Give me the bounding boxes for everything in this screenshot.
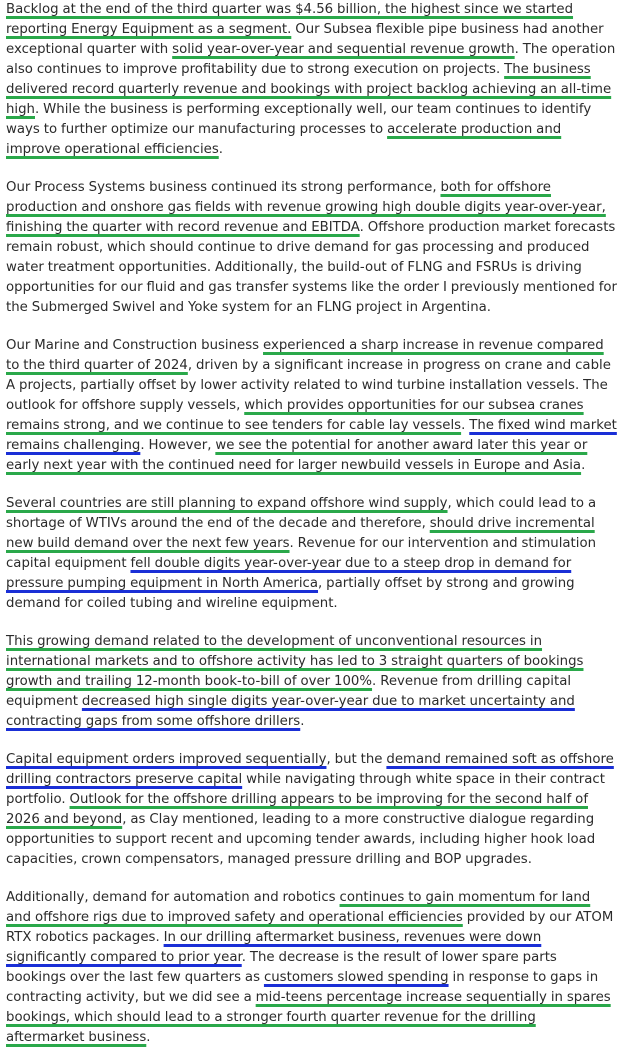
plain-text: . However,: [140, 438, 216, 453]
plain-text: , which could lead to a shortage of WTIVs around the end of the decade and therefore,: [6, 496, 597, 531]
green-underlined-text: solid year-over-year and sequential revenue growth: [172, 42, 515, 57]
green-underlined-text: continues to gain momentum for land and offshore rigs due to improved safety and operational efficiencies: [6, 890, 591, 925]
blue-underlined-text: In our drilling aftermarket business, revenues were down significantly compared to prior year: [6, 930, 542, 965]
paragraph-unconventional-resources: [6, 632, 618, 732]
green-underlined-text: Several countries are still planning to expand offshore wind supply: [6, 496, 448, 511]
plain-text: .: [146, 1030, 151, 1045]
paragraph-offshore-wind: [6, 494, 618, 614]
plain-text: . Offshore production market forecasts remain robust, which should continue to drive demand for gas processing and produced water treatment opportunities. Additionally, the build-out of FLNG and FSRUs is driving opportunities for our fluid and gas transfer systems like the order I previously mentioned for the Submerged Swivel and Yoke system for an FLNG project in Argentina.: [6, 220, 618, 315]
plain-text: .: [461, 418, 470, 433]
paragraph-energy-equipment: [6, 0, 618, 160]
blue-underlined-text: demand remained soft as offshore drilling contractors preserve capital: [6, 752, 614, 787]
green-underlined-text: accelerate production and improve operational efficiencies: [6, 122, 562, 157]
paragraph-automation-aftermarket: [6, 888, 618, 1048]
blue-underlined-text: The fixed wind market remains challenging: [6, 418, 617, 453]
plain-text: . Revenue from drilling capital equipment: [6, 674, 572, 709]
plain-text: . While the business is performing exceptionally well, our team continues to identify ways to further optimize our manufacturing processes to: [6, 102, 592, 137]
plain-text: , but the: [326, 752, 387, 767]
plain-text: Our Subsea flexible pipe business had another exceptional quarter with: [6, 22, 604, 57]
paragraph-capital-equipment: [6, 750, 618, 870]
plain-text: .: [300, 714, 305, 729]
plain-text: . The decrease is the result of lower spare parts bookings over the last few quarters as: [6, 950, 557, 985]
plain-text: while navigating through white space in their contract portfolio.: [6, 772, 605, 807]
blue-underlined-text: customers slowed spending: [263, 970, 449, 985]
blue-underlined-text: Capital equipment orders improved sequentially: [6, 752, 327, 767]
green-underlined-text: This growing demand related to the development of unconventional resources in international markets and to offshore activity has led to 3 straight quarters of bookings growth and trailing 12-month book-to-bill of over 100%: [6, 634, 584, 689]
green-underlined-text: we see the potential for another award later this year or early next year with the continued need for larger newbuild vessels in Europe and Asia: [6, 438, 588, 473]
plain-text: Our Marine and Construction business: [6, 338, 264, 353]
paragraph-marine-construction: [6, 336, 618, 476]
plain-text: .: [581, 458, 586, 473]
green-underlined-text: The business delivered record quarterly revenue and bookings with project backlog achieving an all-time high: [6, 62, 612, 117]
plain-text: in response to gaps in contracting activity, but we did see a: [6, 970, 599, 1005]
green-underlined-text: Backlog at the end of the third quarter was $4.56 billion, the highest since we started reporting Energy Equipment as a segment.: [6, 2, 574, 37]
plain-text: provided by our ATOM RTX robotics packages.: [6, 910, 614, 945]
plain-text: Additionally, demand for automation and robotics: [6, 890, 340, 905]
plain-text: , partially offset by strong and growing demand for coiled tubing and wireline equipment.: [6, 576, 575, 611]
plain-text: , as Clay mentioned, leading to a more constructive dialogue regarding opportunities to support recent and upcoming tender awards, including higher hook load capacities, crown compensators, managed pressure drilling and BOP upgrades.: [6, 812, 596, 867]
blue-underlined-text: fell double digits year-over-year due to a steep drop in demand for pressure pumping equipment in North America: [6, 556, 572, 591]
paragraph-process-systems: [6, 178, 618, 318]
green-underlined-text: should drive incremental new build demand over the next few years: [6, 516, 595, 551]
plain-text: . Revenue for our intervention and stimulation capital equipment: [6, 536, 597, 571]
green-underlined-text: both for offshore production and onshore gas fields with revenue growing high double digits year-over-year, finishing the quarter with record revenue and EBITDA: [6, 180, 606, 235]
green-underlined-text: mid-teens percentage increase sequentially in spares bookings, which should lead to a stronger fourth quarter revenue for the drilling aftermarket business: [6, 990, 611, 1045]
green-underlined-text: which provides opportunities for our subsea cranes remains strong, and we continue to see tenders for cable lay vessels: [6, 398, 584, 433]
plain-text: Our Process Systems business continued its strong performance,: [6, 180, 441, 195]
green-underlined-text: experienced a sharp increase in revenue compared to the third quarter of 2024: [6, 338, 604, 373]
blue-underlined-text: decreased high single digits year-over-year due to market uncertainty and contracting gaps from some offshore drillers: [6, 694, 575, 729]
plain-text: . The operation also continues to improve profitability due to strong execution on projects.: [6, 42, 616, 77]
plain-text: , driven by a significant increase in progress on crane and cable A projects, partially offset by lower activity related to wind turbine installation vessels. The outlook for offshore supply vessels,: [6, 358, 611, 413]
green-underlined-text: Outlook for the offshore drilling appears to be improving for the second half of 2026 and beyond: [6, 792, 588, 827]
plain-text: .: [218, 142, 223, 157]
